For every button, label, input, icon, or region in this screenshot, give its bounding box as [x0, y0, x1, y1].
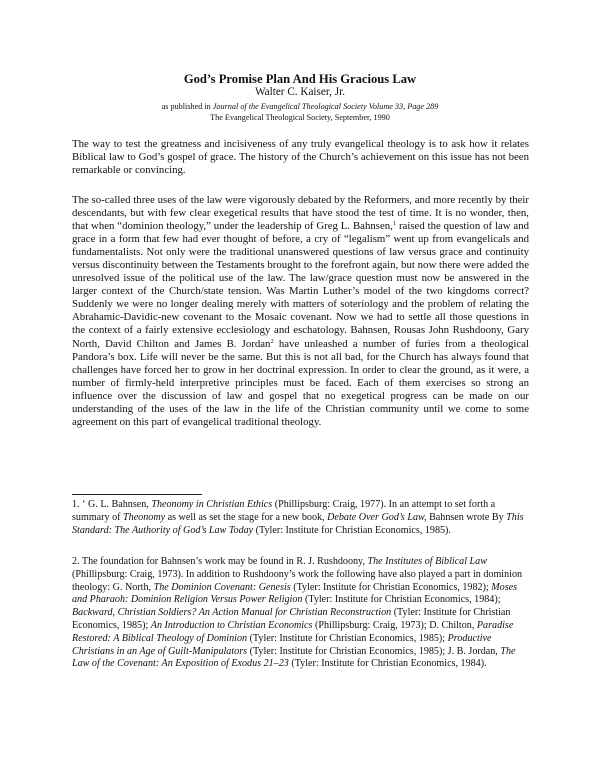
footnote-text: (Tyler: Institute for Christian Economics, 1985);: [72, 607, 511, 631]
publisher-line: The Evangelical Theological Society, September, 1990: [210, 113, 390, 122]
book-title: Paradise Restored: A Biblical Theology of Dominion: [72, 619, 514, 644]
footnote-text: Bahnsen wrote By: [426, 511, 507, 523]
publication-line: [0, 102, 600, 111]
footnote-text: (Phillipsburg: Craig, 1973); D. Chilton,: [312, 619, 477, 631]
book-title: Productive Christians in an Age of Guilt-Manipulators: [72, 632, 492, 657]
book-title: The Law of the Covenant: An Exposition of Exodus 21–23: [72, 645, 516, 670]
book-title: Theonomy: [123, 511, 166, 523]
footnote-ref-2[interactable]: 2: [270, 337, 274, 345]
book-title: The Dominion Covenant: Genesis: [153, 581, 291, 593]
book-title: This Standard: The Authority of God’s Law Today: [72, 511, 524, 536]
book-title: Debate Over God’s Law,: [327, 511, 427, 523]
book-title: The Institutes of Biblical Law: [367, 556, 487, 567]
footnote-ref-1[interactable]: 1: [392, 220, 397, 228]
footnote-text: (Tyler: Institute for Christian Economics, 1984).: [288, 658, 487, 670]
journal-citation: Journal of the Evangelical Theological Society Volume 33, Page 289: [212, 102, 439, 111]
footnote-text: (Tyler: Institute for Christian Economics, 1982);: [290, 581, 492, 593]
paragraph-text-part: The so-called three uses of the law were vigorously debated by the Reformers, and more recently by their descendants, but with few clear exegetical results that have stood the test of time. It is no wonder, then, that when “dominion theology,” under the leadership of Greg L. Bahnsen,: [72, 194, 529, 233]
footnote-text: (Tyler: Institute for Christian Economics, 1985); J. B. Jordan,: [247, 645, 501, 657]
paragraph-text-part: have unleashed a number of furies from a theological Pandora’s box. Life will never be the same. But this is not all bad, for the Church has always found that challenges have forced her to grow in her doctrinal expression. In order to clear the ground, as it were, a number of firmly-held interpretive principles must be faced. Each of them exercises so strong an influence over the discussion of law and gospel that no exegetical progress can be made on our understanding of the uses of the law in the life of the Christian community until we come to some agreement on this part of evangelical traditional theology.: [72, 337, 529, 428]
footnote-text: (Tyler: Institute for Christian Economics, 1984);: [302, 594, 501, 606]
footnote-text: 2. The foundation for Bahnsen’s work may be found in R. J. Rushdoony,: [72, 556, 368, 567]
body-paragraph: [72, 194, 529, 429]
footnote-2: [72, 556, 532, 671]
book-title: Backward, Christian Soldiers? An Action Manual for Christian Reconstruction: [72, 607, 392, 619]
paragraph-text-part: raised the question of law and grace in a form that few had ever thought of before, a cry of “legalism” went up from evangelicals and fundamentalists. Not only were the traditional unanswered questions of law versus grace and continuity versus discontinuity between the Testaments brought to the forefront again, but now there were added the unresolved issue of the political use of the law. The law/grace question must now be answered in the larger context of the Church/state tension. Was Martin Luther’s model of the two kingdoms correct? Suddenly we were no longer dealing merely with matters of soteriology and the problem of relating the Abrahamic-Davidic-new covenant to the Mosaic covenant. Now we had to settle all those questions in the context of a fairly extensive ecclesiology and eschatology. Bahnsen, Rousas John Rushdoony, Gary North, David Chilton and James B. Jordan: [72, 220, 529, 350]
footnote-text: 1. ‘ G. L. Bahnsen,: [72, 499, 152, 510]
book-title: Moses and Pharaoh: Dominion Religion Versus Power Religion: [72, 581, 518, 606]
intro-paragraph: The way to test the greatness and incisiveness of any truly evangelical theology is to ask how it relates Biblical law to God’s gospel of grace. The history of the Church’s achievement on this issue has not been remarkable or convincing.: [72, 138, 529, 177]
footnote-1: [72, 499, 532, 537]
footnote-text: (Phillipsburg: Craig, 1977). In an attempt to set forth a summary of: [72, 499, 496, 523]
footnote-text: as well as set the stage for a new book,: [165, 511, 328, 523]
author-name: Walter C. Kaiser, Jr.: [255, 86, 345, 98]
footnote-text: (Tyler: Institute for Christian Economics, 1985);: [247, 632, 448, 644]
book-title: Theonomy in Christian Ethics: [151, 499, 273, 510]
footnote-divider: [72, 494, 202, 495]
published-prefix: as published in: [161, 102, 213, 111]
footnote-text: (Tyler: Institute for Christian Economics, 1985).: [253, 524, 451, 536]
book-title: An Introduction to Christian Economics: [150, 619, 313, 631]
footnote-text: (Phillipsburg: Craig, 1973). In addition to Rushdoony’s work the following have also played a part in dominion theology: G. North,: [72, 568, 523, 593]
document-title: God’s Promise Plan And His Gracious Law: [183, 72, 417, 86]
